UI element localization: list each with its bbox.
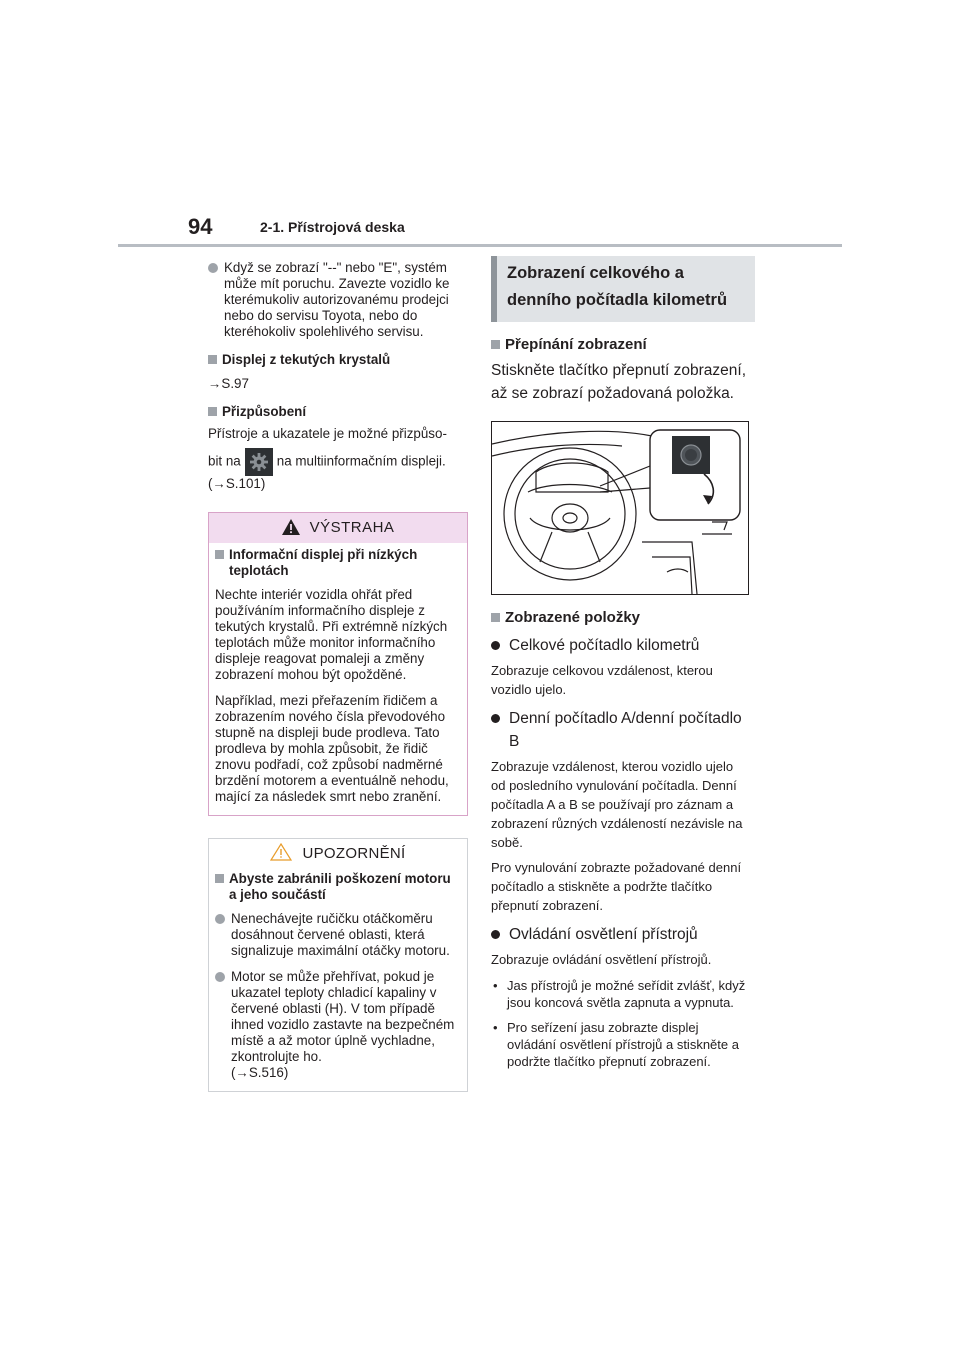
caution-triangle-icon [270,842,292,872]
bullet-dot-icon [215,972,225,982]
right-column [491,256,751,1070]
list-item: Ovládání osvětlení přístrojů [491,923,751,946]
square-bullet-icon [208,407,217,416]
caution-box [208,838,468,1092]
items-heading: Zobrazené položky [491,609,751,626]
item-description: Pro vynulování zobrazte požadované denní počítadlo a stiskněte a podržte tlačítko přepnutí zobrazení. [491,860,742,913]
warning-triangle-icon [282,516,300,546]
header-rule [118,244,842,247]
list-item: Když se zobrazí "--" nebo "E", systém může mít poruchu. Zavezte vozidlo ke kterémukoliv autorizovanému prodejci nebo do servisu Toyota, nebo do kteréhokoliv spolehlivého servisu. [208,260,470,340]
steering-wheel-illustration [491,421,749,595]
caution-header: UPOZORNĚNÍ [209,839,467,869]
warning-paragraph: Nechte interiér vozidla ohřát před používáním informačního displeje z tekutých krystalů. Při extrémně nízkých teplotách může monitor informačního displeje reagovat pomaleji a změny zobrazení mohou být opožděné. [215,587,448,682]
item-description: Zobrazuje vzdálenost, kterou vozidlo ujelo od posledního vynulování počítadla. Denní počítadla A a B se používají pro záznam a zobrazení různých vzdáleností nezávisle na sobě. [491,759,743,850]
section-heading: Zobrazení celkového a denního počítadla kilometrů [491,256,755,322]
bullet-dot-icon [491,641,500,650]
caution-heading: Abyste zabránili poškození motoru a jeho součástí [215,871,461,903]
warning-heading: Informační displej při nízkých teplotách [215,547,461,579]
item-description: Zobrazuje ovládání osvětlení přístrojů. [491,952,712,967]
list-item: Motor se může přehřívat, pokud je ukazatel teploty chladicí kapaliny v červené oblasti (H). V tom případě ihned vozidlo zastavte na bezpečném místě a až motor úplně vychladne, zkontrolujte ho. (→S.516) [215,969,461,1081]
list-item: • Pro seřízení jasu zobrazte displej ovládání osvětlení přístrojů a stiskněte a podržte tlačítko přepnutí zobrazení. [493,1020,739,1069]
warning-box [208,512,468,816]
bullet-dot-icon [215,914,225,924]
page-number: 94 [188,214,213,239]
warning-paragraph: Například, mezi přeřazením řidičem a zobrazením nového čísla převodového stupně na displeji bude prodleva. Tato prodleva by mohla způsobit, že řidič znovu podřadí, což způsobí nadměrné brzdění motorem a eventuálně nehodu, mající za následek smrt nebo zranění. [215,693,449,804]
customize-text: Přístroje a ukazatele je možné přizpůso- bit na na multiinformačním displeji. (→S.101) [208,426,470,492]
bullet-dot-icon [208,263,218,273]
lcd-reference[interactable]: →S.97 [208,376,249,391]
square-bullet-icon [208,355,217,364]
customize-heading: Přizpůsobení [208,404,470,420]
list-item: Celkové počítadlo kilometrů [491,634,751,657]
square-bullet-icon [491,340,500,349]
customize-reference[interactable]: (→S.101) [208,476,266,491]
square-bullet-icon [215,550,224,559]
caution-reference[interactable]: (→S.516) [231,1065,289,1080]
list-item: Nenechávejte ručičku otáčkoměru dosáhnout červené oblasti, která signalizuje maximální otáčky motoru. [215,911,461,959]
left-column [208,252,470,1092]
switch-text: Stiskněte tlačítko přepnutí zobrazení, až se zobrazí požadovaná položka. [491,362,747,402]
switch-heading: Přepínání zobrazení [491,336,751,353]
section-title: 2-1. Přístrojová deska [260,219,405,235]
list-item: Denní počítadlo A/denní počítadlo B [491,707,751,753]
lcd-heading: Displej z tekutých krystalů [208,352,470,368]
warning-header: VÝSTRAHA [209,513,467,543]
list-item: • Jas přístrojů je možné seřídit zvlášť, když jsou koncová světla zapnuta a vypnuta. [493,978,746,1010]
bullet-dot-icon [491,714,500,723]
item-description: Zobrazuje celkovou vzdálenost, kterou vozidlo ujelo. [491,663,713,697]
square-bullet-icon [491,613,500,622]
bullet-dot-icon [491,930,500,939]
gear-icon [245,448,273,476]
square-bullet-icon [215,874,224,883]
